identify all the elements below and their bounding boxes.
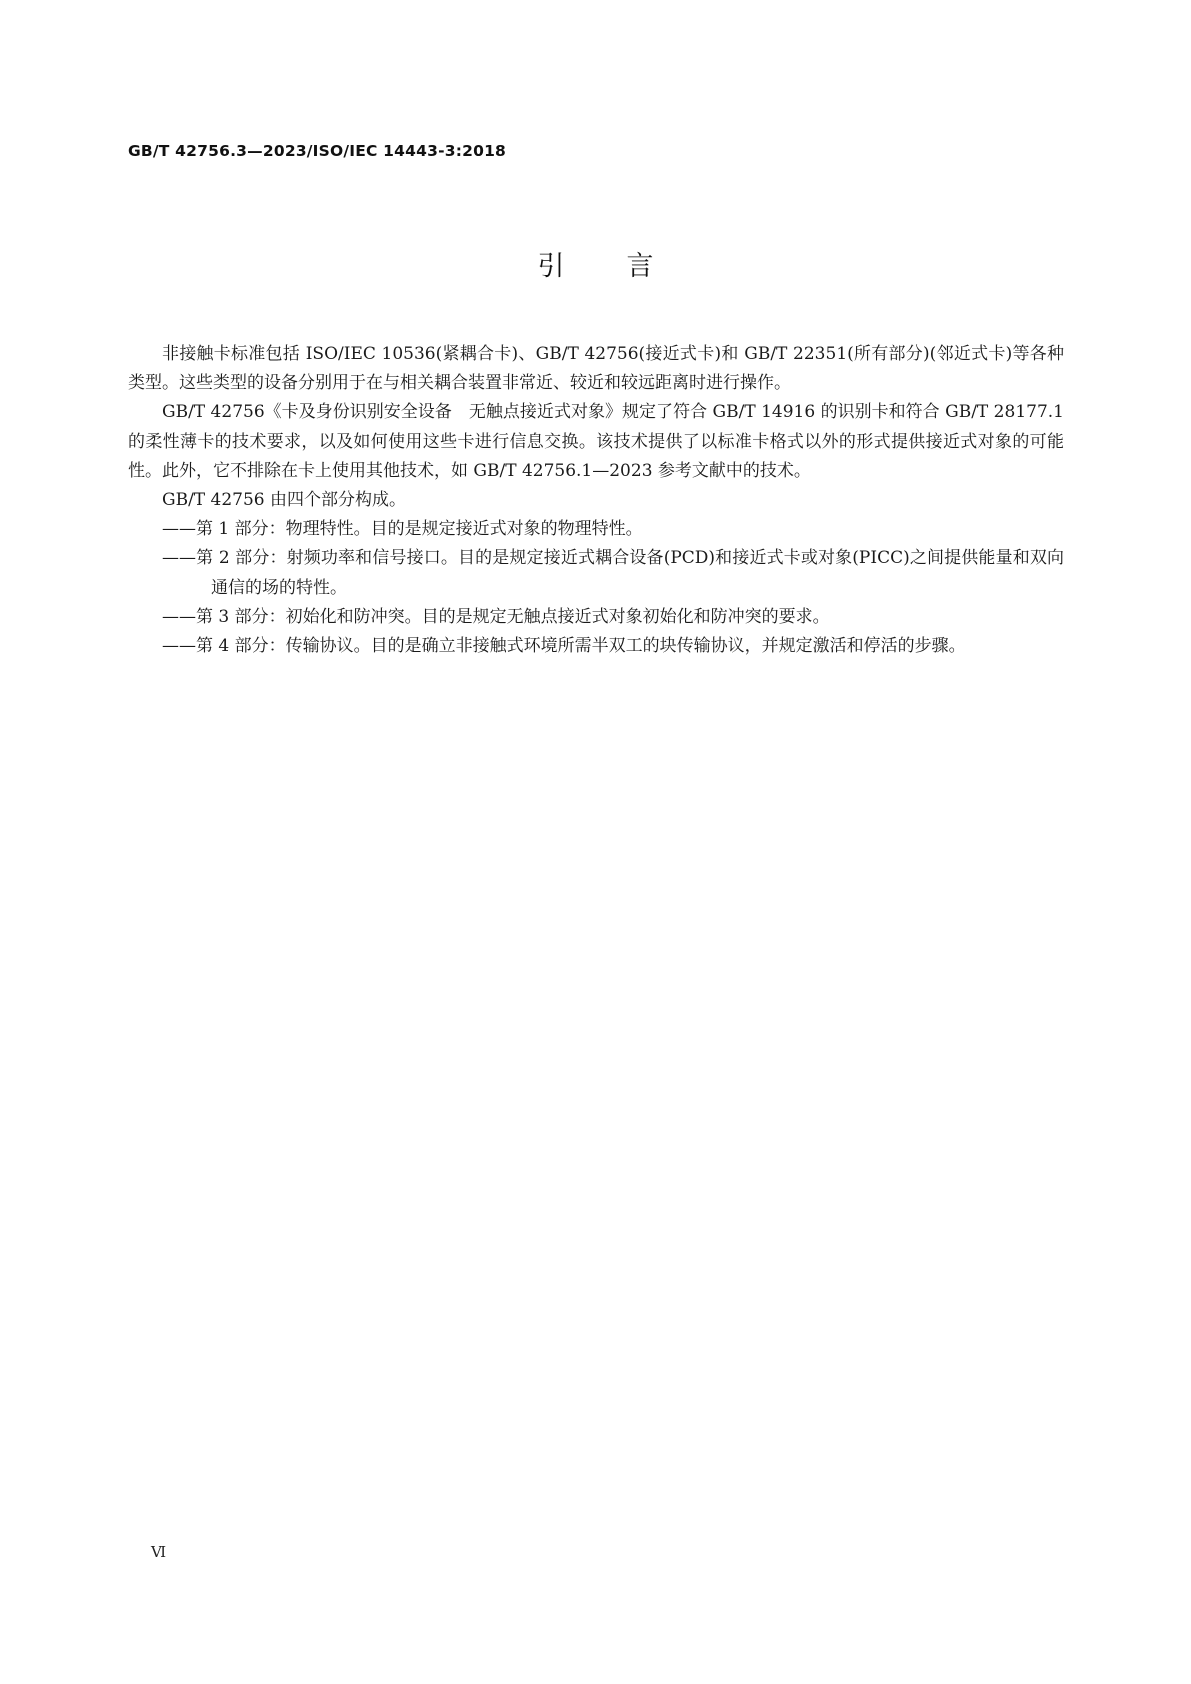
part-list-item-2: ——第 2 部分：射频功率和信号接口。目的是规定接近式耦合设备(PCD)和接近式卡或对象(PICC)之间提供能量和双向通信的场的特性。 — [162, 548, 1064, 598]
part-list-item-3: ——第 3 部分：初始化和防冲突。目的是规定无触点接近式对象初始化和防冲突的要求。 — [162, 606, 830, 627]
intro-paragraph-2: GB/T 42756《卡及身份识别安全设备 无触点接近式对象》规定了符合 GB/T 14916 的识别卡和符合 GB/T 28177.1 的柔性薄卡的技术要求，以及如何使用这些卡进行信息交换。该技术提供了以标准卡格式以外的形式提供接近式对象的可能性。此外，它不排除在卡上使用其他技术，如 GB/T 42756.1—2023 参考文献中的技术。 — [128, 402, 1064, 481]
intro-paragraph-1: 非接触卡标准包括 ISO/IEC 10536(紧耦合卡)、GB/T 42756(接近式卡)和 GB/T 22351(所有部分)(邻近式卡)等各种类型。这些类型的设备分别用于在与相关耦合装置非常近、较近和较远距离时进行操作。 — [128, 344, 1064, 394]
introduction-body — [128, 340, 1064, 661]
section-title: 引言 — [537, 251, 716, 282]
standard-number-header: GB/T 42756.3—2023/ISO/IEC 14443-3:2018 — [128, 142, 507, 160]
page-number: Ⅵ — [151, 1543, 167, 1561]
part-list-item-4: ——第 4 部分：传输协议。目的是确立非接触式环境所需半双工的块传输协议，并规定激活和停活的步骤。 — [162, 636, 966, 657]
intro-paragraph-3: GB/T 42756 由四个部分构成。 — [162, 490, 407, 511]
part-list-item-1: ——第 1 部分：物理特性。目的是规定接近式对象的物理特性。 — [162, 519, 643, 540]
